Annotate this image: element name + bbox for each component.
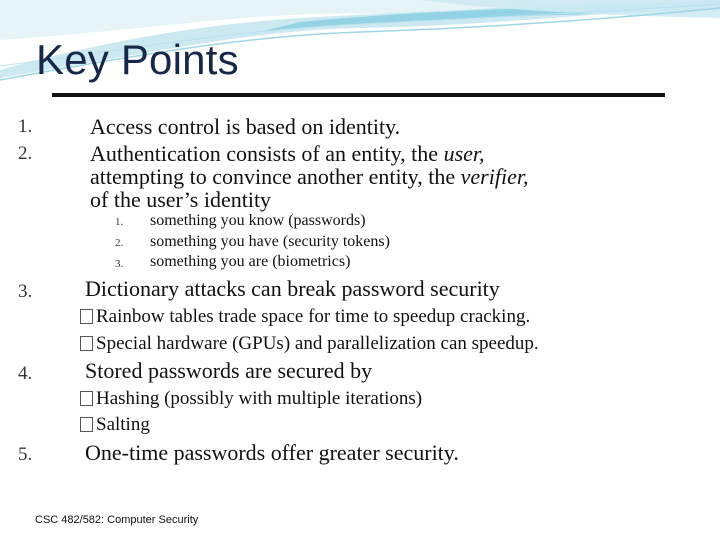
factor-1-text: something you know (passwords) <box>150 212 366 229</box>
page-title: Key Points <box>36 36 239 83</box>
title-divider <box>52 93 665 97</box>
dictionary-bullet-2 <box>80 333 539 355</box>
item-2-line-2-text: attempting to convince another entity, the <box>90 164 461 189</box>
item-1-number: 1. <box>18 116 33 137</box>
item-5-text: One-time passwords offer greater security. <box>85 440 459 465</box>
dictionary-bullet-1-text: Rainbow tables trade space for time to speedup cracking. <box>96 306 531 327</box>
item-3-number: 3. <box>18 281 33 302</box>
item-2-number: 2. <box>18 143 33 164</box>
item-5-number: 5. <box>18 444 33 465</box>
bullet-glyph-icon <box>80 417 93 432</box>
item-2-line-3: of the user’s identity <box>90 187 272 212</box>
item-2-emphasis-user: user, <box>443 141 485 166</box>
item-2-emphasis-verifier: verifier, <box>460 164 529 189</box>
bullet-glyph-icon <box>80 391 93 406</box>
dictionary-bullet-2-text: Special hardware (GPUs) and parallelization can speedup. <box>96 333 539 354</box>
storage-bullet-2-text: Salting <box>96 414 150 435</box>
factor-2-number: 2. <box>115 237 124 249</box>
item-4-number: 4. <box>18 363 33 384</box>
factor-1-number: 1. <box>115 216 124 228</box>
item-4-text: Stored passwords are secured by <box>85 358 373 383</box>
storage-bullet-2 <box>80 414 150 436</box>
footer-course-label: CSC 482/582: Computer Security <box>35 514 199 526</box>
dictionary-bullet-1 <box>80 306 530 328</box>
item-2-line-2 <box>90 166 528 188</box>
storage-bullet-1 <box>80 388 422 410</box>
factor-3-text: something you are (biometrics) <box>150 253 351 270</box>
item-3-text: Dictionary attacks can break password security <box>85 276 500 301</box>
bullet-glyph-icon <box>80 336 93 351</box>
item-2-line-1-text: Authentication consists of an entity, the <box>90 141 444 166</box>
factor-2-text: something you have (security tokens) <box>150 233 390 250</box>
bullet-glyph-icon <box>80 309 93 324</box>
item-1-text: Access control is based on identity. <box>90 114 401 139</box>
item-2-line-1 <box>90 143 485 165</box>
storage-bullet-1-text: Hashing (possibly with multiple iterations) <box>96 388 423 409</box>
factor-3-number: 3. <box>115 258 124 270</box>
